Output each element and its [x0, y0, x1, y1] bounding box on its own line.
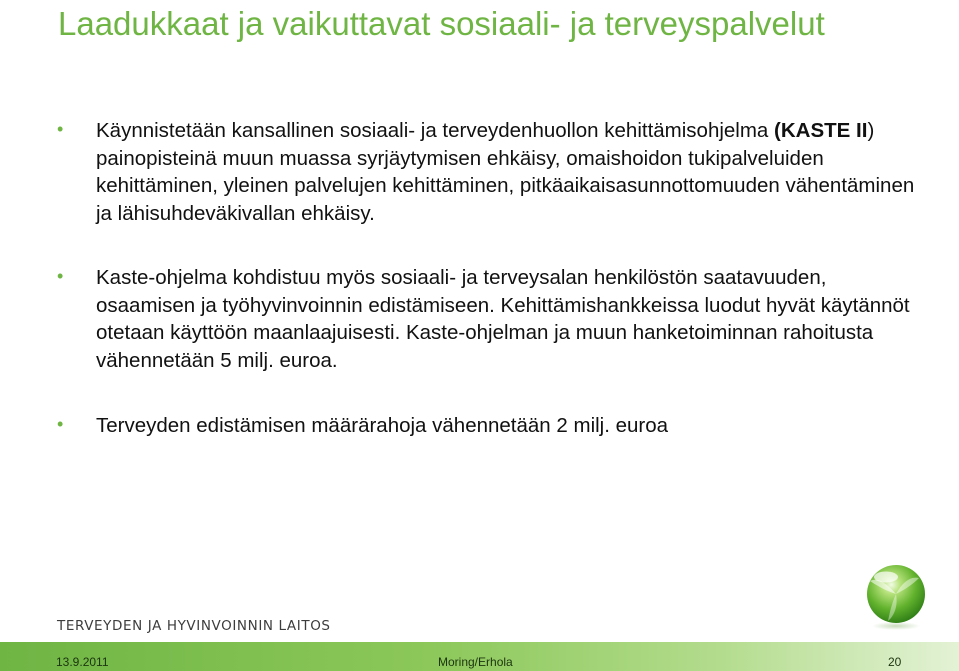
bullet-text-bold: (KASTE II	[774, 119, 868, 142]
bullet-text	[96, 117, 926, 227]
footer-date: 13.9.2011	[56, 655, 109, 669]
bullet-marker: •	[57, 119, 64, 139]
slide-title: Laadukkaat ja vaikuttavat sosiaali- ja terveyspalvelut	[58, 5, 825, 42]
footer-author: Moring/Erhola	[438, 655, 513, 669]
bullet-marker: •	[57, 414, 64, 434]
bullet-text: Terveyden edistämisen määrärahoja vähennetään 2 milj. euroa	[96, 414, 669, 437]
bullet-text-part: Käynnistetään kansallinen sosiaali- ja terveydenhuollon kehittämisohjelma	[96, 119, 775, 142]
page-number: 20	[888, 655, 902, 669]
bullet-text-part: ) painopisteinä muun muassa syrjäytymisen ehkäisy, omaishoidon tukipalveluiden kehittäminen, yleinen palvelujen kehittäminen, pitkäaikaisasunnottomuuden vähentäminen ja lähisuhdeväkivallan ehkäisy.	[96, 119, 915, 225]
organization-name: TERVEYDEN JA HYVINVOINNIN LAITOS	[57, 618, 331, 634]
footer-bar	[0, 642, 959, 671]
bullet-text: Kaste-ohjelma kohdistuu myös sosiaali- ja terveysalan henkilöstön saatavuuden, osaamisen ja työhyvinvoinnin edistämiseen. Kehittämishankkeissa luodut hyvät käytännöt otetaan käyttöön maanlaajuisesti. Kaste-ohjelman ja muun hanketoiminnan rahoitusta vähennetään 5 milj. euroa.	[96, 266, 910, 372]
bullet-marker: •	[57, 266, 64, 286]
green-orb-logo-icon	[862, 563, 930, 631]
